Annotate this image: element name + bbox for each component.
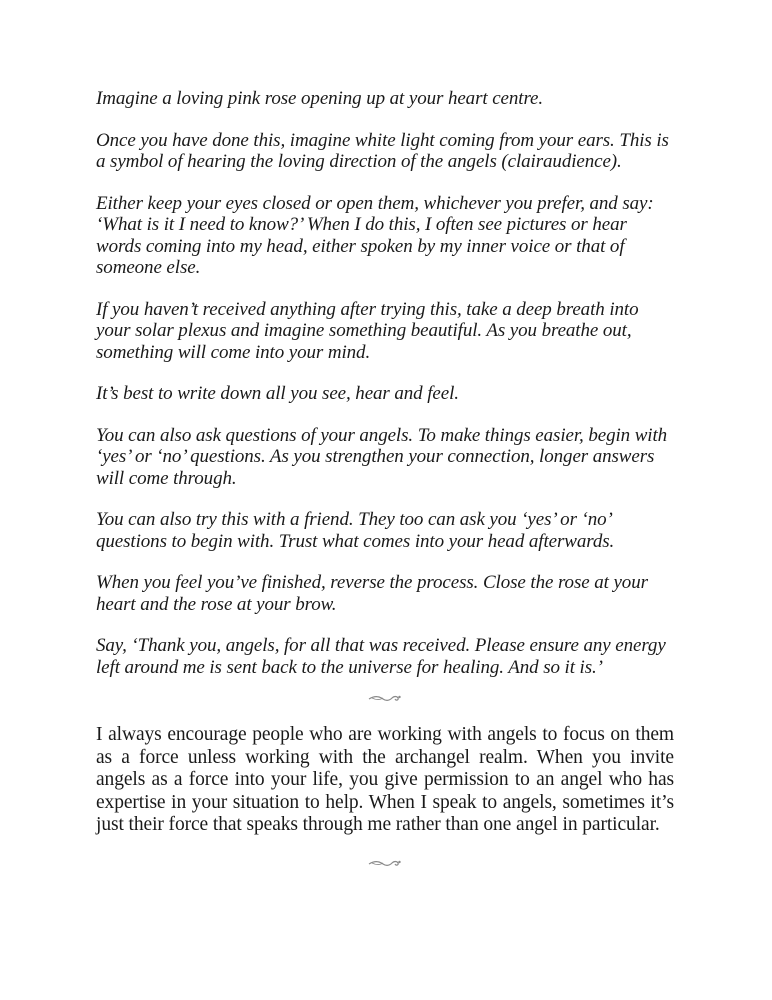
italic-paragraph-2: Once you have done this, imagine white light coming from your ears. This is a symbol of hearing the loving direction of the angels (clairaudience).	[96, 129, 669, 172]
italic-paragraph-7: You can also try this with a friend. They too can ask you ‘yes’ or ‘no’ questions to begin with. Trust what comes into your head afterwards.	[96, 509, 615, 552]
italic-paragraph-4: If you haven’t received anything after trying this, take a deep breath into your solar plexus and imagine something beautiful. As you breathe out, something will come into your mind.	[96, 298, 639, 363]
italic-paragraph-8: When you feel you’ve finished, reverse the process. Close the rose at your heart and the rose at your brow.	[96, 572, 648, 615]
italic-paragraph-5: It’s best to write down all you see, hear and feel.	[96, 383, 459, 404]
page-content	[96, 88, 674, 869]
italic-paragraph-3: Either keep your eyes closed or open them, whichever you prefer, and say: ‘What is it I need to know?’ When I do this, I often see pictures or hear words coming into my head, either spoken by my inner voice or that of someone else.	[96, 192, 654, 278]
section-divider-1	[96, 692, 674, 704]
flourish-divider-icon	[368, 692, 402, 704]
body-paragraph: I always encourage people who are working with angels to focus on them as a force unless working with the archangel realm. When you invite angels as a force into your life, you give permission to an angel who has expertise in your situation to help. When I speak to angels, sometimes it’s just their force that speaks through me rather than one angel in particular.	[96, 724, 674, 835]
flourish-divider-icon	[368, 857, 402, 869]
italic-paragraph-9: Say, ‘Thank you, angels, for all that was received. Please ensure any energy left around me is sent back to the universe for healing. And so it is.’	[96, 635, 666, 678]
italic-paragraph-1: Imagine a loving pink rose opening up at your heart centre.	[96, 88, 544, 109]
italic-paragraph-6: You can also ask questions of your angels. To make things easier, begin with ‘yes’ or ‘no’ questions. As you strengthen your connection, longer answers will come through.	[96, 424, 668, 489]
section-divider-2	[96, 857, 674, 869]
